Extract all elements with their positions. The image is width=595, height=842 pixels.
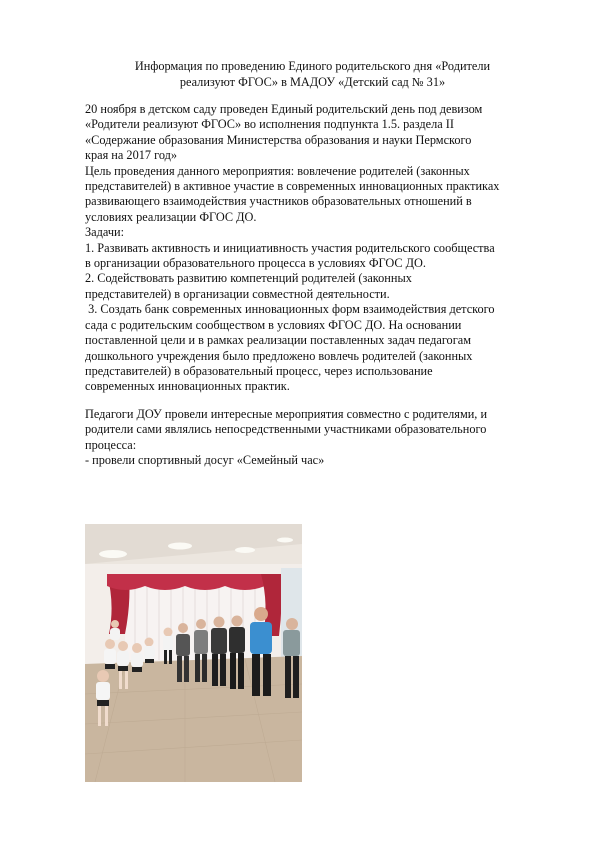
text-line: поставленной цели и в рамках реализации поставленных задач педагогам	[85, 333, 471, 348]
event-photo	[85, 524, 302, 782]
text-line: представителей) в организации совместной деятельности.	[85, 286, 390, 301]
text-line: края на 2017 год»	[85, 148, 178, 163]
text-line: Педагоги ДОУ провели интересные мероприятия совместно с родителями, и	[85, 406, 488, 421]
text-line: - провели спортивный досуг «Семейный час»	[85, 452, 325, 467]
text-line: процесса:	[85, 437, 137, 452]
text-line: родители сами являлись непосредственными участниками образовательного	[85, 422, 487, 437]
text-line: 3. Создать банк современных инновационных форм взаимодействия детского	[85, 302, 495, 317]
document-body	[85, 102, 555, 468]
paragraph-activities	[85, 407, 555, 469]
text-line: представителей) в образовательный процесс, через использование	[85, 363, 433, 378]
text-line: 20 ноября в детском саду проведен Единый родительский день под девизом	[85, 102, 483, 116]
text-line: современных инновационных практик.	[85, 379, 290, 394]
text-line: «Родители реализуют ФГОС» во исполнения подпункта 1.5. раздела II	[85, 117, 454, 132]
text-line: в организации образовательного процесса в условиях ФГОС ДО.	[85, 256, 426, 271]
text-line: условиях реализации ФГОС ДО.	[85, 209, 257, 224]
title-line: Информация по проведению Единого родительского дня «Родители	[134, 59, 491, 73]
text-line: сада с родительским сообществом в условиях ФГОС ДО. На основании	[85, 317, 462, 332]
text-line: «Содержание образования Министерства образования и науки Пермского	[85, 132, 472, 147]
document-title	[60, 58, 565, 90]
gym-scene-illustration	[85, 524, 302, 782]
text-line: Цель проведения данного мероприятия: вовлечение родителей (законных	[85, 163, 470, 178]
text-line: дошкольного учреждения было предложено вовлечь родителей (законных	[85, 348, 473, 363]
text-line: 1. Развивать активность и инициативность участия родительского сообщества	[85, 240, 495, 255]
text-line: развивающего взаимодействия участников образовательных отношений в	[85, 194, 472, 209]
text-line: представителей) в активное участие в современных инновационных практиках	[85, 179, 500, 194]
paragraph-intro	[85, 102, 555, 395]
paragraph-gap	[85, 395, 555, 407]
title-line: реализуют ФГОС» в МАДОУ «Детский сад № 31»	[179, 75, 446, 89]
text-line: 2. Содействовать развитию компетенций родителей (законных	[85, 271, 412, 286]
text-line: Задачи:	[85, 225, 125, 240]
